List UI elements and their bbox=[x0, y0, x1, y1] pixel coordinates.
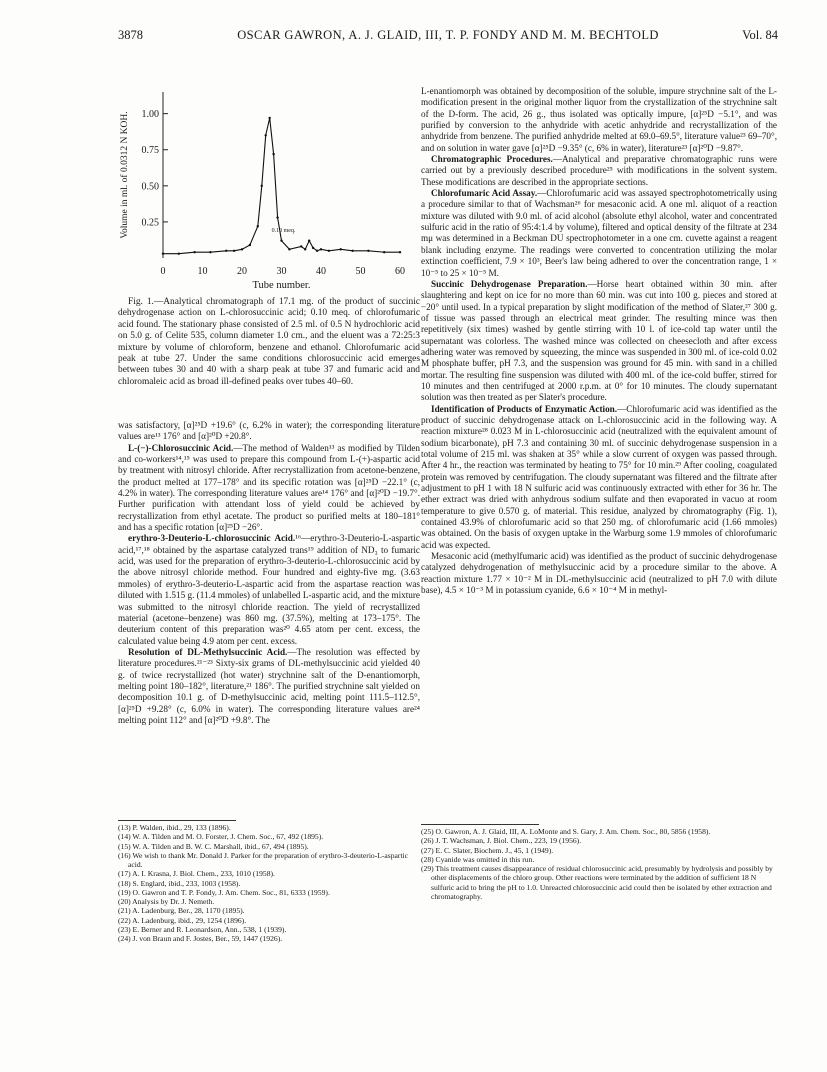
reference: (29) This treatment causes disappearance of residual chlorosuccinic acid, presumably by hydrolysis and possibly by other displacements of the chloro group. Other reactions were terminated by the addition of sufficient 18 N sulfuric acid to bring the pH to 1.0. Unreacted chlorosuccinic acid could then be isolated by ether extraction and chromatography. bbox=[421, 864, 773, 901]
data-point bbox=[261, 185, 263, 187]
paragraph: was satisfactory, [α]²⁵D +19.6° (c, 6.2% in water); the corresponding literature values are¹³ 176° and [α]²⁰D +20.8°. bbox=[118, 420, 420, 442]
footnote-rule bbox=[421, 824, 539, 825]
reference: (18) S. Englard, ibid., 233, 1003 (1958). bbox=[118, 878, 241, 888]
x-axis-label: Tube number. bbox=[252, 280, 311, 290]
data-point bbox=[383, 251, 385, 253]
volume-number: Vol. 84 bbox=[742, 28, 778, 42]
right-column bbox=[421, 86, 777, 596]
data-point bbox=[351, 250, 353, 252]
header-authors: OSCAR GAWRON, A. J. GLAID, III, T. P. FONDY AND M. M. BECHTOLD bbox=[237, 28, 659, 42]
data-point bbox=[300, 245, 302, 247]
x-tick-label: 60 bbox=[395, 266, 405, 277]
data-point bbox=[193, 251, 195, 253]
data-point bbox=[162, 252, 164, 254]
paragraph bbox=[421, 279, 777, 404]
left-column bbox=[118, 420, 420, 726]
data-point bbox=[312, 247, 314, 249]
reference: (21) A. Ladenburg, Ber., 28, 1170 (1895). bbox=[118, 906, 245, 916]
y-axis-label: Volume in ml. of 0.0312 N KOH. bbox=[120, 111, 130, 239]
y-tick-label: 0.75 bbox=[141, 145, 159, 157]
data-point bbox=[233, 250, 235, 252]
reference: (16) We wish to thank Mr. Donald J. Parker for the preparation of erythro-3-deuterio-L-aspartic acid. bbox=[118, 850, 409, 869]
data-point bbox=[304, 248, 306, 250]
reference: (28) Cyanide was omitted in this run. bbox=[421, 854, 535, 864]
section-heading: erythro-3-Deuterio-L-chlorosuccinic Acid. bbox=[128, 533, 296, 544]
reference: (20) Analysis by Dr. J. Nemeth. bbox=[118, 897, 215, 906]
section-heading: Identification of Products of Enzymatic Action. bbox=[431, 403, 618, 414]
paragraph bbox=[421, 404, 777, 551]
data-point bbox=[320, 248, 322, 250]
data-point bbox=[340, 248, 342, 250]
data-point bbox=[209, 251, 211, 253]
section-heading: Chromatographic Procedures. bbox=[431, 154, 553, 165]
footnote-rule bbox=[118, 820, 236, 821]
data-point bbox=[288, 248, 290, 250]
y-tick-label: 1.00 bbox=[141, 109, 159, 121]
data-point bbox=[276, 216, 278, 218]
x-tick-label: 50 bbox=[355, 266, 366, 277]
paragraph: L-enantiomorph was obtained by decomposition of the soluble, impure strychnine salt of the L-modification present in the original mother liquor from the crystallization of the strychnine salt of the D-form. The acid, 26 g., thus isolated was optically impure, [α]²⁵D −5.1°, and was purified by conversion to the anhydride with acetic anhydride and recrystallization of the anhydride from benzene. The purified anhydride melted at 69.0–69.5°, literature value²³ 69–70°, and on solution in water gave [α]²⁵D −9.35° (c, 6% in water), literature²³ [α]²⁰D −9.87°. bbox=[421, 86, 777, 153]
data-point bbox=[316, 250, 318, 252]
x-tick-label: 30 bbox=[276, 266, 287, 277]
data-point bbox=[249, 244, 251, 246]
paragraph-body: —Chlorofumaric acid was assayed spectrophotometrically using a procedure similar to that of Wachsman²⁶ for mesaconic acid. A one ml. aliquot of a reaction mixture was diluted with 9.0 ml. of acid alcohol (absolute ethyl alcohol, water and concentrated sulfuric acid in the ratio of 95:4:1.4 by volume), filtered and optical density of the filtrate at 234 mμ was determined in a Beckman DU spectrophotometer in a one cm. cuvette against a reagent blank including enzyme. The readings were converted to concentration utilizing the molar extinction coefficient, 7.9 × 10³, Beer's law being adhered to over the concentration range, 1 × 10⁻⁵ to 25 × 10⁻⁵ M. bbox=[421, 188, 777, 278]
section-heading: L-(−)-Chlorosuccinic Acid. bbox=[128, 442, 234, 453]
reference: (17) A. I. Krasna, J. Biol. Chem., 233, 1010 (1958). bbox=[118, 869, 275, 879]
data-point bbox=[268, 117, 270, 119]
paragraph-body: —The resolution was effected by literature procedures.²¹⁻²³ Sixty-six grams of DL-methylsuccinic acid yielded 40 g. of twice recrystallized (hot water) strychnine salt of the D-enantiomorph, melting point 180–182°, literature,²¹ 186°. The purified strychnine salt yielded on decomposition 10.1 g. of D-methylsuccinic acid, melting point 111.5–112.5°, [α]²⁵D +9.28° (c, 6.0% in water). The corresponding literature values are²⁴ melting point 112° and [α]²⁰D +9.8°. The bbox=[118, 646, 420, 725]
paragraph bbox=[118, 533, 420, 646]
reference: (24) J. von Braun and F. Jostes, Ber., 59, 1447 (1926). bbox=[118, 934, 283, 943]
references-left bbox=[118, 820, 420, 943]
page-number: 3878 bbox=[118, 28, 143, 42]
data-point bbox=[265, 134, 267, 136]
paragraph bbox=[118, 443, 420, 534]
reference: (22) A. Ladenburg, ibid., 29, 1254 (1896). bbox=[118, 915, 247, 925]
paragraph: Mesaconic acid (methylfumaric acid) was identified as the product of succinic dehydrogenase catalyzed dehydrogenation of methylsuccinic acid by a procedure similar to the above. A reaction mixture 1.77 × 10⁻² M in DL-methylsuccinic acid (neutralized to pH 7.0 with dilute base), 4.5 × 10⁻³ M in potassium cyanide, 6.6 × 10⁻⁴ M in methyl- bbox=[421, 551, 777, 596]
data-point bbox=[241, 248, 243, 250]
section-heading: Resolution of DL-Methylsuccinic Acid. bbox=[128, 646, 288, 657]
paragraph-body: —Analytical and preparative chromatographic runs were carried out by a previously described procedure²⁵ with modifications in the solvent system. These modifications are described in the appropriate sections. bbox=[421, 154, 777, 187]
data-point bbox=[399, 251, 401, 253]
x-tick-label: 20 bbox=[237, 266, 247, 277]
data-point bbox=[367, 250, 369, 252]
chromatogram-chart bbox=[118, 80, 418, 290]
section-heading: Succinic Dehydrogenase Preparation. bbox=[431, 278, 588, 289]
data-point bbox=[272, 153, 274, 155]
references-right bbox=[421, 824, 777, 901]
data-point bbox=[280, 239, 282, 241]
reference: (19) O. Gawron and T. P. Fondy, J. Am. Chem. Soc., 81, 6333 (1959). bbox=[118, 887, 330, 897]
figure-caption bbox=[118, 297, 420, 388]
paragraph-body: ¹⁶—erythro-3-Deuterio-L-aspartic acid,¹⁷,¹⁸ obtained by the aspartase catalyzed trans¹⁹ addition of ND₃ to fumaric acid, was used for the preparation of erythro-3-deuterio-L-chlorosuccinic acid by the above nitrosyl chloride method. Four hundred and eighty-five mg. (3.63 mmoles) of erythro-3-deuterio-L-aspartic acid from the aspartase reaction was diluted with 1.515 g. (11.4 mmoles) of unlabelled L-aspartic acid, and the mixture was submitted to the nitrosyl chloride reaction. The yield of recrystallized material (acetone–benzene) was 860 mg. (37.5%), melting at 173–175°. The deuterium content of this preparation was²⁰ 4.65 atom per cent. excess, the calculated value being 4.9 atom per cent. excess. bbox=[118, 533, 420, 646]
x-tick-label: 10 bbox=[197, 266, 208, 277]
figure-caption-text: Fig. 1.—Analytical chromatograph of 17.1 mg. of the product of succinic dehydrogenase action on L-chlorosuccinic acid; 0.10 meq. of chlorofumaric acid found. The stationary phase consisted of 2.5 ml. of 0.5 N hydrochloric acid on 5.0 g. of Celite 535, column diameter 1.0 cm., and the eluent was a 72:25:3 mixture by volume of chloroform, benzene and ethanol. Chlorofumaric acid peak at tube 27. Under the same conditions chlorosuccinic acid emerges between tubes 30 and 40 with a sharp peak at tube 37 and fumaric acid and chloromaleic acid as broad ill-defined peaks over tubes 40–60. bbox=[118, 297, 420, 387]
data-point bbox=[225, 250, 227, 252]
y-tick-label: 0.50 bbox=[141, 181, 159, 193]
running-header bbox=[118, 28, 778, 46]
data-point bbox=[308, 239, 310, 241]
x-tick-label: 40 bbox=[316, 266, 326, 277]
reference: (27) E. C. Slater, Biochem. J., 45, 1 (1949). bbox=[421, 845, 554, 855]
data-point bbox=[178, 252, 180, 254]
reference: (23) E. Berner and R. Leonardson, Ann., 538, 1 (1939). bbox=[118, 924, 287, 934]
data-point bbox=[257, 225, 259, 227]
paragraph-body: —The method of Walden¹³ as modified by Tilden and co-workers¹⁴,¹⁵ was used to prepare this compound from L-(+)-aspartic acid by treatment with nitrosyl chloride. After recrystallization from acetone-benzene, the product melted at 177–178° and its specific rotation was [α]²⁵D −22.1° (c, 4.2% in water). The corresponding literature values are¹⁴ 176° and [α]²⁰D −19.7°. Further purification with attendant loss of yield could be achieved by recrystallization from ethyl acetate. The product so purified melts at 180–181° and has a specific rotation [α]²⁵D −26°. bbox=[118, 442, 420, 533]
peak-annotation: 0.10 meq. bbox=[271, 228, 296, 235]
data-point bbox=[328, 250, 330, 252]
reference: (14) W. A. Tilden and M. O. Forster, J. Chem. Soc., 67, 492 (1895). bbox=[118, 832, 324, 842]
reference: (25) O. Gawron, A. J. Glaid, III, A. LoMonte and S. Gary, J. Am. Chem. Soc., 80, 5856 (1958). bbox=[421, 827, 711, 836]
y-tick-label: 0.25 bbox=[141, 217, 159, 229]
x-tick-label: 0 bbox=[160, 266, 166, 277]
paragraph bbox=[421, 188, 777, 279]
reference: (13) P. Walden, ibid., 29, 133 (1896). bbox=[118, 823, 231, 832]
paragraph bbox=[421, 154, 777, 188]
paragraph bbox=[118, 647, 420, 726]
paragraph-body: —Horse heart obtained within 30 min. after slaughtering and kept on ice for no more than 60 min. was cut into 100 g. pieces and stored at −20° until used. In a typical preparation by slight modification of the method of Slater,²⁷ 300 g. of tissue was passed through an electrical meat grinder. The resulting mince was then repetitively (six times) washed by gentle stirring with 10 l. of ice-cold tap water until the supernatant was colorless. The washed mince was collected on cheesecloth and after excess adhering water was removed by squeezing, the mince was suspended in 300 ml. of ice-cold 0.02 M phosphate buffer, pH 7.3, and the suspension was ground for 45 min. with sand in a chilled mortar. The resulting fine suspension was diluted with 400 ml. of the ice-cold buffer, stirred for 10 minutes and then centrifuged at 2000 r.p.m. at 0° for 10 minutes. The cloudy supernatant solution was then treated as per Slater's procedure. bbox=[421, 278, 777, 403]
reference: (26) J. T. Wachsman, J. Biol. Chem., 223, 19 (1956). bbox=[421, 836, 582, 846]
paragraph-body: —Chlorofumaric acid was identified as the product of succinic dehydrogenase attack on L-chlorosuccinic acid in the following way. A reaction mixture²⁸ 0.023 M in L-chlorosuccinic acid (neutralized with the equivalent amount of sodium bicarbonate), pH 7.3 and containing 30 ml. of succinic dehydrogenase suspension in a total volume of 215 ml. was shaken at 35° while a slow current of oxygen was passed through. After 4 hr., the reaction was terminated by heating to 75° for 10 min.²⁹ After cooling, coagulated protein was removed by centrifugation. The cloudy supernatant was filtered and the filtrate after adjustment to pH 1 with 18 N sulfuric acid was continuously extracted with ether for 36 hr. The ether extract was dried with anhydrous sodium sulfate and then evaporated in vacuo at room temperature to give 0.570 g. of material. This residue, analyzed by chromatography (Fig. 1), contained 43.9% of chlorofumaric acid so that 250 mg. of chlorofumaric acid (1.66 mmoles) was obtained. On the basis of oxygen uptake in the Warburg some 1.9 mmoles of chlorofumaric acid was expected. bbox=[421, 403, 777, 550]
section-heading: Chlorofumaric Acid Assay. bbox=[431, 188, 538, 199]
reference: (15) W. A. Tilden and B. W. C. Marshall, ibid., 67, 494 (1895). bbox=[118, 841, 309, 851]
